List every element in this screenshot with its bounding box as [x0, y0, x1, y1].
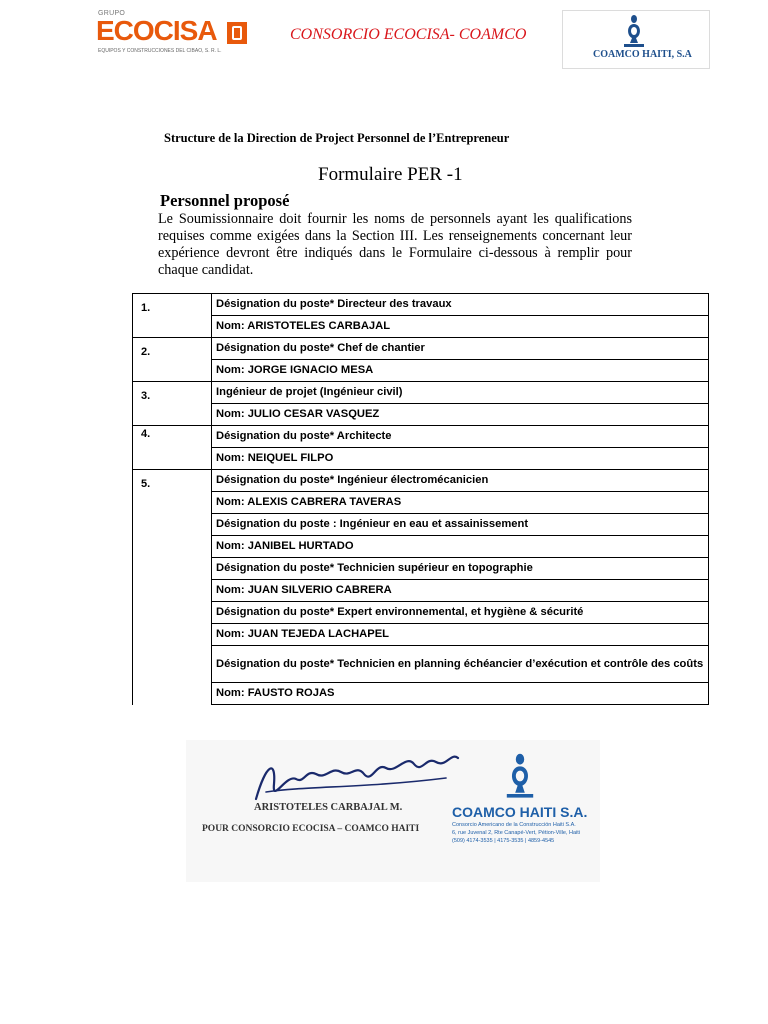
stamp-line: (509) 4174-3535 | 4175-3535 | 4859-4545	[452, 838, 555, 844]
position-cell: Désignation du poste* Directeur des travaux	[212, 293, 708, 315]
stamp-line: Consorcio Americano de la Construcción Haiti S.A.	[452, 822, 576, 828]
name-cell: Nom: ARISTOTELES CARBAJAL	[212, 315, 708, 337]
coamco-emblem-icon	[619, 13, 649, 49]
form-title: Formulaire PER -1	[318, 164, 463, 185]
table-row	[132, 381, 709, 425]
name-cell: Nom: JANIBEL HURTADO	[212, 535, 708, 557]
row-number: 5.	[132, 469, 211, 705]
table-row	[132, 293, 709, 337]
row-number: 1.	[132, 293, 211, 337]
name-cell: Nom: JUAN TEJEDA LACHAPEL	[212, 623, 708, 645]
position-cell: Désignation du poste* Expert environnemental, et hygiène & sécurité	[212, 601, 708, 623]
ecocisa-emblem-icon	[227, 22, 247, 44]
table-row	[132, 469, 709, 705]
position-cell: Ingénieur de projet (Ingénieur civil)	[212, 381, 708, 403]
coamco-logo	[562, 10, 710, 69]
signature-block	[186, 740, 600, 882]
structure-title: Structure de la Direction de Project Personnel de l’Entrepreneur	[164, 131, 510, 145]
coamco-stamp	[448, 752, 598, 862]
row-number: 4.	[132, 425, 211, 469]
position-cell: Désignation du poste* Technicien supérieur en topographie	[212, 557, 708, 579]
position-cell: Désignation du poste* Technicien en planning échéancier d’exécution et contrôle des coûts	[212, 645, 708, 682]
signatory-company: POUR CONSORCIO ECOCISA – COAMCO HAITI	[202, 824, 420, 834]
ecocisa-wordmark: ECOCISA	[96, 15, 217, 46]
name-cell: Nom: JULIO CESAR VASQUEZ	[212, 403, 708, 425]
position-cell: Désignation du poste* Architecte	[212, 425, 708, 447]
position-cell: Désignation du poste : Ingénieur en eau et assainissement	[212, 513, 708, 535]
coamco-name: COAMCO HAITI, S.A	[593, 49, 692, 60]
row-items	[211, 337, 709, 381]
stamp-line: 6, rue Juvenal 2, Rte Canapé-Vert, Pétion-Ville, Haiti	[452, 830, 580, 836]
position-cell: Désignation du poste* Ingénieur électromécanicien	[212, 469, 708, 491]
name-cell: Nom: JORGE IGNACIO MESA	[212, 359, 708, 381]
ecocisa-subtitle: EQUIPOS Y CONSTRUCCIONES DEL CIBAO, S. R. L.	[98, 48, 222, 54]
table-row	[132, 337, 709, 381]
stamp-company-name: COAMCO HAITI S.A.	[452, 804, 588, 820]
name-cell: Nom: ALEXIS CABRERA TAVERAS	[212, 491, 708, 513]
personnel-table	[132, 293, 709, 705]
row-items	[211, 469, 709, 705]
name-cell: Nom: NEIQUEL FILPO	[212, 447, 708, 469]
table-row	[132, 425, 709, 469]
ecocisa-group-text: GRUPO	[98, 10, 126, 17]
header-title: CONSORCIO ECOCISA- COAMCO	[290, 26, 527, 43]
row-number: 2.	[132, 337, 211, 381]
row-number: 3.	[132, 381, 211, 425]
intro-paragraph: Le Soumissionnaire doit fournir les noms de personnels ayant les qualifications requises comme exigées dans la Section III. Les renseignements concernant leur expérience devront être indiqués dans le Formulaire ci-dessous à remplir pour chaque candidat.	[158, 211, 632, 278]
row-items	[211, 381, 709, 425]
section-heading: Personnel proposé	[160, 191, 290, 210]
row-items	[211, 293, 709, 337]
name-cell: Nom: FAUSTO ROJAS	[212, 682, 708, 705]
row-items	[211, 425, 709, 469]
signatory-name: ARISTOTELES CARBAJAL M.	[254, 802, 403, 813]
ecocisa-logo	[96, 10, 252, 58]
coamco-stamp-emblem-icon	[502, 752, 538, 800]
position-cell: Désignation du poste* Chef de chantier	[212, 337, 708, 359]
name-cell: Nom: JUAN SILVERIO CABRERA	[212, 579, 708, 601]
